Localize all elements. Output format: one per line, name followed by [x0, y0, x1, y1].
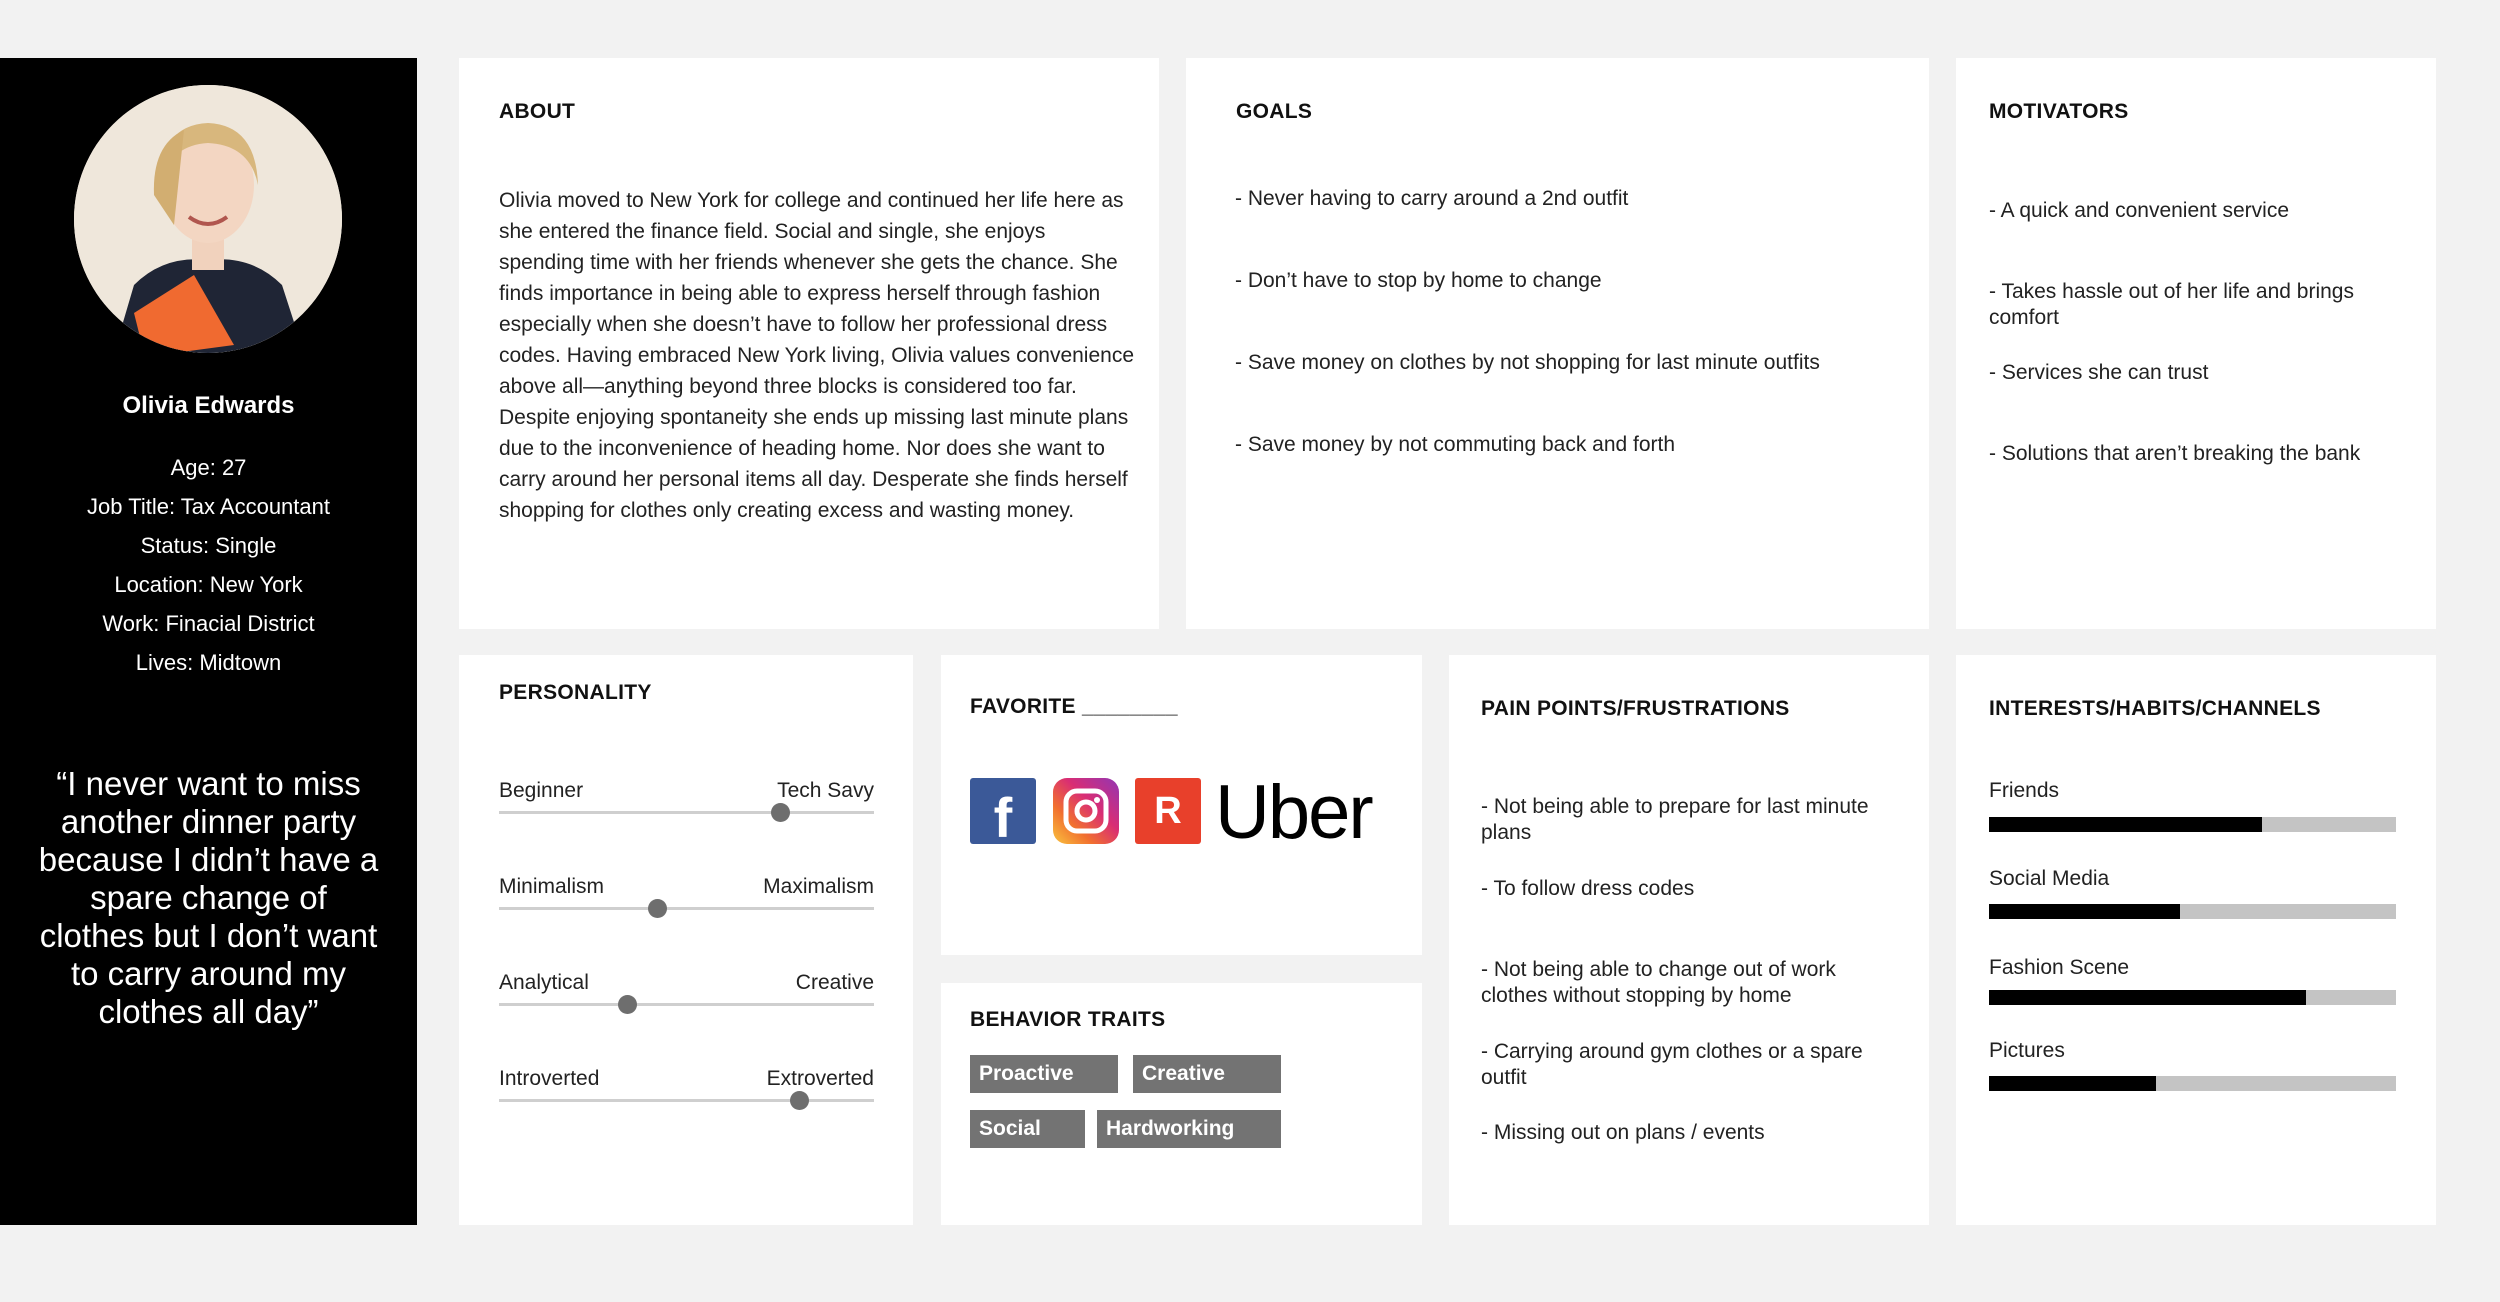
personality-heading: PERSONALITY	[499, 681, 652, 704]
trait-tag: Hardworking	[1097, 1110, 1281, 1148]
info-location: Location: New York	[114, 572, 303, 597]
personality-slider	[499, 1067, 874, 1107]
motivator-item: - Takes hassle out of her life and brings comfort	[1989, 280, 2354, 329]
slider-track	[499, 1003, 874, 1006]
slider-track	[499, 907, 874, 910]
about-card	[459, 58, 1159, 629]
motivator-item: - Solutions that aren’t breaking the bank	[1989, 442, 2361, 465]
uber-logo: Uber	[1215, 770, 1372, 855]
slider-left-label: Analytical	[499, 971, 589, 994]
slider-track	[499, 1099, 874, 1102]
motivators-heading: MOTIVATORS	[1989, 100, 2129, 123]
info-work: Work: Finacial District	[102, 611, 315, 636]
pain-heading: PAIN POINTS/FRUSTRATIONS	[1481, 697, 1790, 720]
slider-track	[499, 811, 874, 814]
interest-label: Fashion Scene	[1989, 956, 2130, 979]
goals-heading: GOALS	[1236, 100, 1313, 123]
slider-knob	[790, 1091, 809, 1110]
pain-item: - Not being able to prepare for last minute plans	[1481, 795, 1869, 844]
persona-name: Olivia Edwards	[122, 392, 295, 419]
behavior-heading: BEHAVIOR TRAITS	[970, 1008, 1166, 1031]
facebook-letter: f	[993, 785, 1013, 849]
interest-bar	[1989, 817, 2396, 832]
info-age: Age: 27	[170, 455, 247, 480]
persona-info	[0, 448, 417, 682]
slider-right-label: Tech Savy	[777, 779, 874, 802]
rakuten-letter: R	[1154, 789, 1182, 832]
motivators-card	[1956, 58, 2436, 629]
pain-item: - Carrying around gym clothes or a spare outfit	[1481, 1040, 1863, 1089]
about-heading: ABOUT	[499, 100, 576, 123]
interests-card	[1956, 655, 2436, 1225]
profile-sidebar	[0, 58, 417, 1225]
personality-slider	[499, 875, 874, 915]
info-job-title: Job Title: Tax Accountant	[87, 494, 330, 519]
info-lives: Lives: Midtown	[135, 650, 282, 675]
goal-item: - Save money by not commuting back and forth	[1235, 433, 1676, 456]
personality-slider	[499, 971, 874, 1011]
favorite-card	[941, 655, 1422, 955]
slider-knob	[648, 899, 667, 918]
rakuten-icon	[1135, 778, 1201, 844]
pain-item: - Missing out on plans / events	[1481, 1121, 1765, 1144]
slider-right-label: Maximalism	[763, 875, 874, 898]
interest-bar-fill	[1989, 1076, 2156, 1091]
trait-tag: Creative	[1133, 1055, 1281, 1093]
motivator-item: - Services she can trust	[1989, 361, 2209, 384]
facebook-icon	[970, 778, 1036, 849]
persona-quote: “I never want to miss another dinner party because I didn’t have a spare change of clothes but I don’t want to carry around my clothes all day”	[38, 765, 379, 1030]
pain-points-card	[1449, 655, 1929, 1225]
motivator-item: - A quick and convenient service	[1989, 199, 2290, 222]
pain-item: - Not being able to change out of work clothes without stopping by home	[1481, 958, 1836, 1007]
goal-item: - Don’t have to stop by home to change	[1235, 269, 1602, 292]
personality-card	[459, 655, 913, 1225]
interest-label: Pictures	[1989, 1039, 2065, 1062]
interest-bar-fill	[1989, 817, 2262, 832]
goals-card	[1186, 58, 1929, 629]
interests-heading: INTERESTS/HABITS/CHANNELS	[1989, 697, 2321, 720]
slider-knob	[618, 995, 637, 1014]
instagram-icon	[1053, 778, 1119, 844]
slider-right-label: Creative	[795, 971, 874, 994]
interest-label: Friends	[1989, 779, 2060, 802]
interest-bar	[1989, 904, 2396, 919]
behavior-traits-card	[941, 983, 1422, 1225]
avatar	[74, 85, 342, 353]
interest-label: Social Media	[1989, 867, 2110, 890]
slider-left-label: Beginner	[499, 779, 584, 802]
slider-right-label: Extroverted	[766, 1067, 874, 1090]
interest-bar-fill	[1989, 990, 2306, 1005]
slider-knob	[771, 803, 790, 822]
personality-slider	[499, 779, 874, 819]
slider-left-label: Introverted	[499, 1067, 600, 1090]
goal-item: - Never having to carry around a 2nd outfit	[1235, 187, 1629, 210]
trait-tag: Proactive	[970, 1055, 1118, 1093]
about-text: Olivia moved to New York for college and continued her life here as she entered the finance field. Social and single, she enjoys spending time with her friends whenever she gets the chance. She finds importance in being able to express herself through fashion especially when she doesn’t have to follow her professional dress codes. Having embraced New York living, Olivia values convenience above all—anything beyond three blocks is considered too far. Despite enjoying spontaneity she ends up missing last minute plans due to the inconvenience of heading home. Nor does she want to carry around her personal items all day. Desperate she finds herself shopping for clothes only creating excess and wasting money.	[499, 189, 1135, 522]
interest-bar	[1989, 990, 2396, 1005]
goal-item: - Save money on clothes by not shopping for last minute outfits	[1235, 351, 1820, 374]
pain-item: - To follow dress codes	[1481, 877, 1695, 900]
trait-tag: Social	[970, 1110, 1085, 1148]
info-status: Status: Single	[140, 533, 277, 558]
interest-bar	[1989, 1076, 2396, 1091]
interest-bar-fill	[1989, 904, 2180, 919]
favorite-logos	[970, 770, 1410, 855]
slider-left-label: Minimalism	[499, 875, 604, 898]
favorite-heading: FAVORITE ________	[970, 695, 1178, 718]
